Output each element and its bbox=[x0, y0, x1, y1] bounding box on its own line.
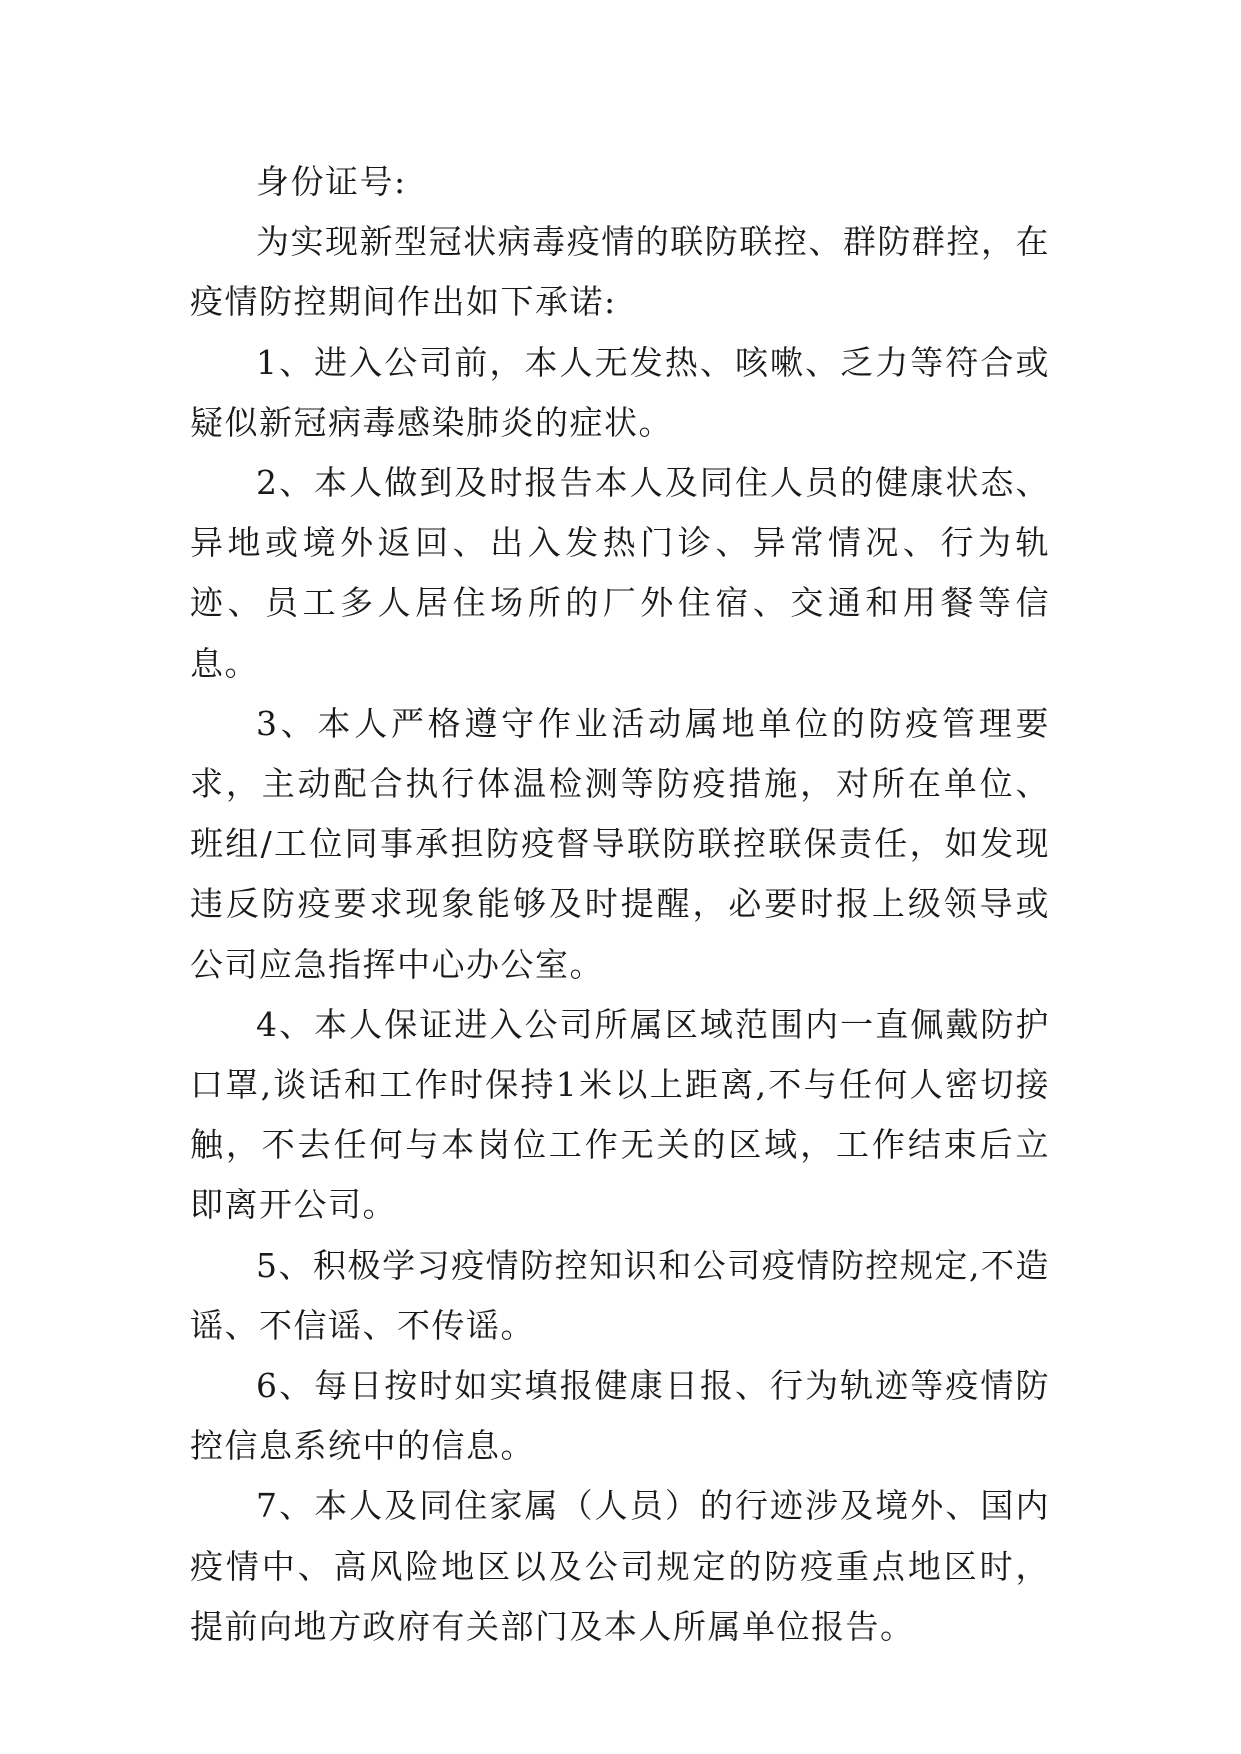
commitment-item-4: 4、本人保证进入公司所属区域范围内一直佩戴防护口罩,谈话和工作时保持1米以上距离,不与任何人密切接触，不去任何与本岗位工作无关的区域，工作结束后立即离开公司。 bbox=[190, 1004, 1050, 1225]
document-body bbox=[190, 152, 1050, 1657]
intro-paragraph: 为实现新型冠状病毒疫情的联防联控、群防群控，在疫情防控期间作出如下承诺: bbox=[190, 222, 1050, 322]
id-number-label: 身份证号: bbox=[256, 162, 407, 201]
commitment-item-6: 6、每日按时如实填报健康日报、行为轨迹等疫情防控信息系统中的信息。 bbox=[190, 1366, 1050, 1466]
commitment-item-5: 5、积极学习疫情防控知识和公司疫情防控规定,不造谣、不信谣、不传谣。 bbox=[190, 1245, 1050, 1345]
commitment-item-7: 7、本人及同住家属（人员）的行迹涉及境外、国内疫情中、高风险地区以及公司规定的防疫重点地区时，提前向地方政府有关部门及本人所属单位报告。 bbox=[190, 1486, 1050, 1646]
commitment-item-1: 1、进入公司前，本人无发热、咳嗽、乏力等符合或疑似新冠病毒感染肺炎的症状。 bbox=[190, 342, 1050, 442]
commitment-item-2: 2、本人做到及时报告本人及同住人员的健康状态、异地或境外返回、出入发热门诊、异常情况、行为轨迹、员工多人居住场所的厂外住宿、交通和用餐等信息。 bbox=[190, 463, 1050, 683]
commitment-item-3: 3、本人严格遵守作业活动属地单位的防疫管理要求，主动配合执行体温检测等防疫措施，对所在单位、班组/工位同事承担防疫督导联防联控联保责任，如发现违反防疫要求现象能够及时提醒，必要时报上级领导或公司应急指挥中心办公室。 bbox=[190, 703, 1050, 984]
